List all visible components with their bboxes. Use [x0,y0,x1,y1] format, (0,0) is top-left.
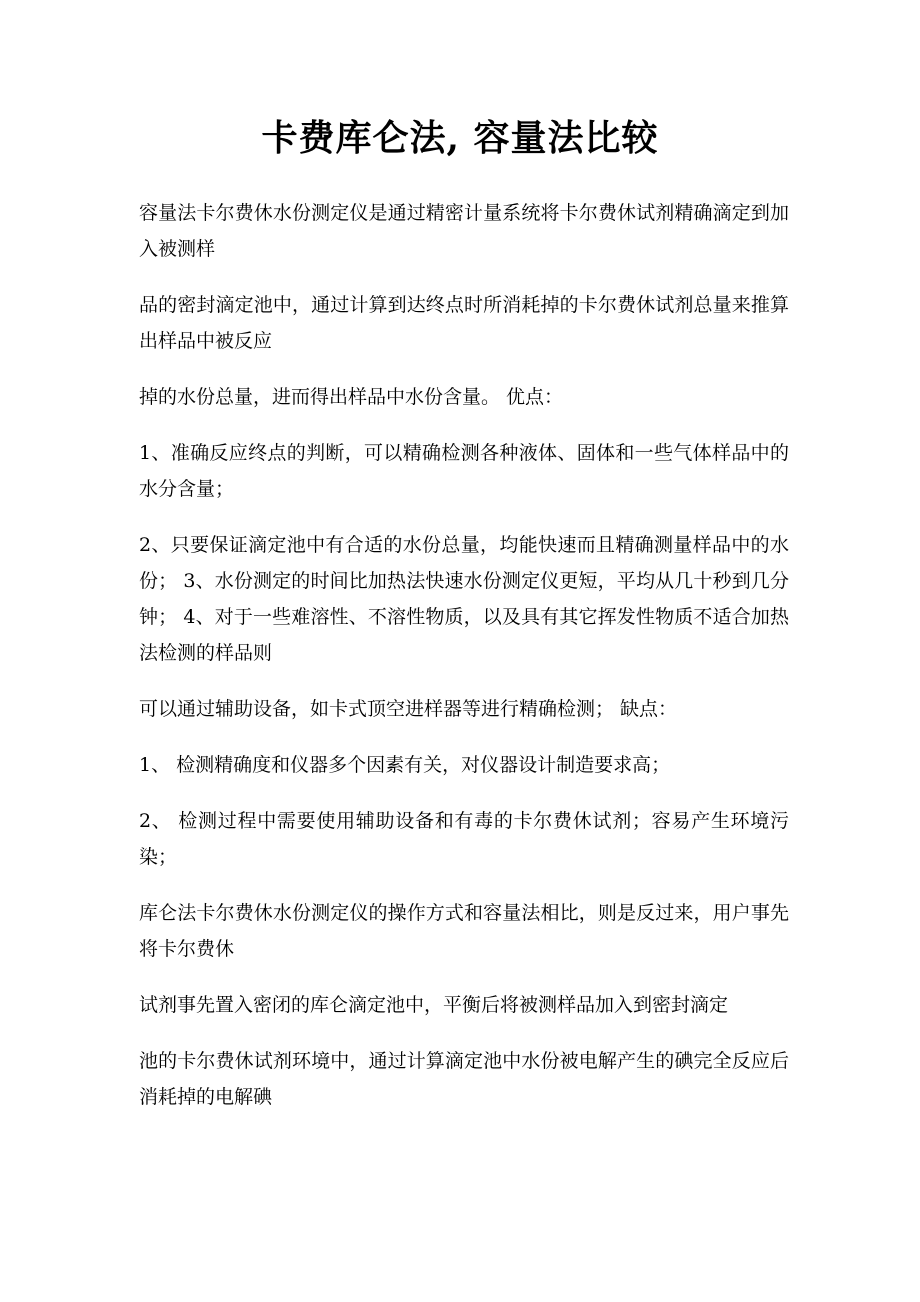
paragraph: 品的密封滴定池中，通过计算到达终点时所消耗掉的卡尔费休试剂总量来推算出样品中被反应 [139,294,789,352]
paragraph: 库仑法卡尔费休水份测定仪的操作方式和容量法相比，则是反过来，用户事先将卡尔费休 [139,902,789,960]
document-title: 卡费库仑法, 容量法比较 [261,117,659,159]
paragraph: 2、只要保证滴定池中有合适的水份总量，均能快速而且精确测量样品中的水份； 3、水份测定的时间比加热法快速水份测定仪更短，平均从几十秒到几分钟； 4、对于一些难溶性、不溶性物质，以及具有其它挥发性物质不适合加热法检测的样品则 [139,534,789,664]
paragraph: 1、 检测精确度和仪器多个因素有关，对仪器设计制造要求高； [139,754,671,776]
paragraph: 可以通过辅助设备，如卡式顶空进样器等进行精确检测； 缺点： [139,698,678,720]
paragraph: 容量法卡尔费休水份测定仪是通过精密计量系统将卡尔费休试剂精确滴定到加入被测样 [139,202,789,260]
paragraph: 1、准确反应终点的判断，可以精确检测各种液体、固体和一些气体样品中的水分含量； [139,442,789,500]
paragraph: 2、 检测过程中需要使用辅助设备和有毒的卡尔费休试剂；容易产生环境污染； [139,810,789,868]
paragraph: 试剂事先置入密闭的库仑滴定池中，平衡后将被测样品加入到密封滴定 [139,994,729,1016]
paragraph: 池的卡尔费休试剂环境中，通过计算滴定池中水份被电解产生的碘完全反应后消耗掉的电解碘 [139,1050,789,1108]
document-body [139,195,789,1135]
paragraph: 掉的水份总量，进而得出样品中水份含量。 优点： [139,386,564,408]
